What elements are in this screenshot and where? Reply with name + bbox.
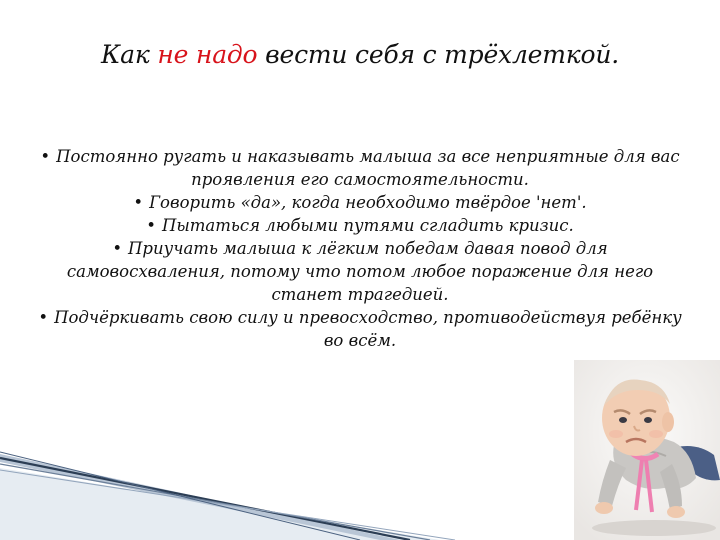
decorative-stripes (0, 430, 460, 540)
bullet-text: Говорить «да», когда необходимо твёрдое 'нет'. (149, 193, 587, 212)
title-part-2: вести себя с трёхлеткой. (257, 40, 620, 69)
toddler-photo (574, 360, 720, 540)
bullet-dot: • (40, 147, 51, 166)
bullet-list (34, 145, 686, 352)
bullet-dot: • (146, 216, 156, 235)
bullet-dot: • (38, 308, 49, 327)
bullet-dot: • (133, 193, 144, 212)
bullet-item (34, 145, 686, 191)
bullet-item (34, 306, 686, 352)
bullet-item (34, 214, 686, 237)
bullet-item (34, 191, 686, 214)
title-accent: не надо (157, 40, 258, 69)
bullet-text: Постоянно ругать и наказывать малыша за все неприятные для вас проявления его самостоятельности. (56, 147, 680, 189)
bullet-text: Приучать малыша к лёгким победам давая повод для самовосхваления, потому что потом любое поражение для него станет трагедией. (66, 239, 654, 304)
toddler-icon (574, 360, 720, 540)
bullet-dot: • (112, 239, 123, 258)
bullet-text: Пытаться любыми путями сгладить кризис. (161, 216, 574, 235)
title-part-1: Как (100, 40, 158, 69)
bullet-text: Подчёркивать свою силу и превосходство, противодействуя ребёнку во всём. (54, 308, 682, 350)
slide-title (0, 40, 720, 69)
bullet-item (34, 237, 686, 306)
